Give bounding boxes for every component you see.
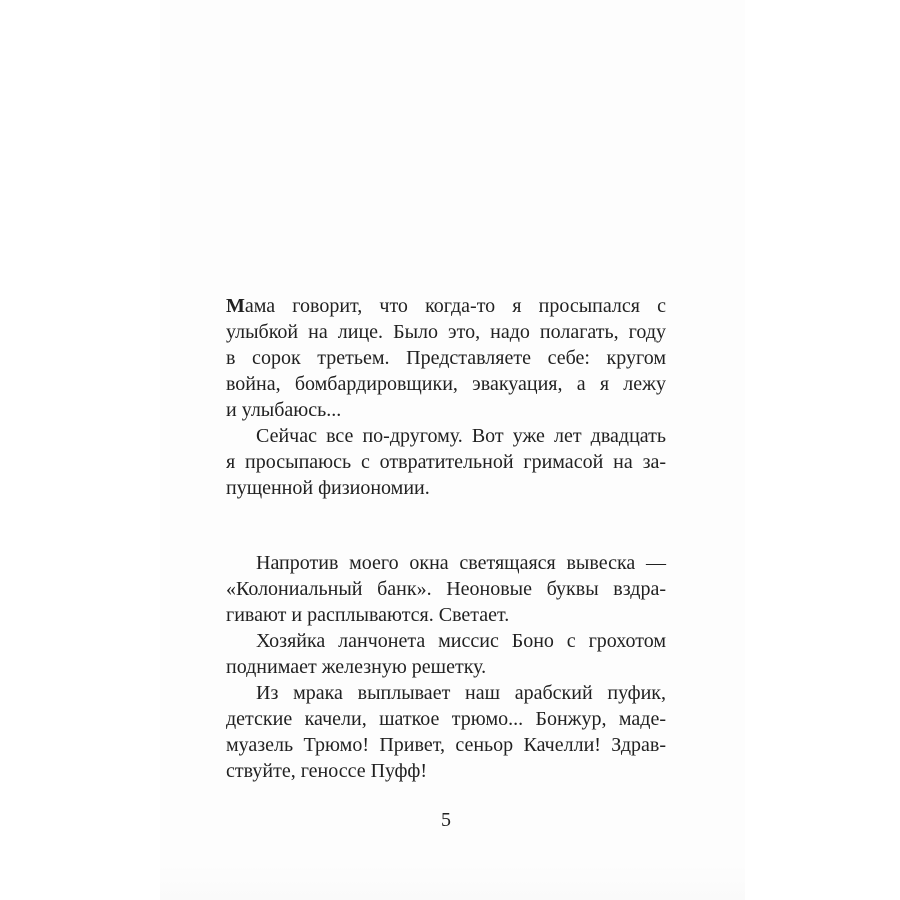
text-column (226, 293, 666, 784)
paragraph (226, 293, 666, 423)
text-line: гивают и расплываются. Светает. (226, 604, 510, 626)
text-line: «Колониальный банк». Неоновые буквы вздра- (226, 578, 666, 600)
page-number: 5 (441, 809, 451, 831)
paragraph (226, 680, 666, 784)
text-line: улыбкой на лице. Было это, надо полагать, году (226, 321, 666, 343)
text-line: поднимает железную решетку. (226, 656, 487, 678)
text-line: война, бомбардировщики, эвакуация, а я лежу (226, 373, 666, 395)
paragraph (226, 628, 666, 680)
paragraph (226, 423, 666, 501)
section-scene (226, 550, 666, 784)
text-line: муазель Трюмо! Привет, сеньор Качелли! Здрав- (226, 734, 666, 756)
text-line-body: ама говорит, что когда-то я просыпался с (244, 295, 666, 317)
text-line: детские качели, шаткое трюмо... Бонжур, маде- (226, 708, 666, 730)
text-line: Сейчас все по-другому. Вот уже лет двадцать (256, 425, 666, 447)
paragraph (226, 550, 666, 628)
text-line: в сорок третьем. Представляете себе: кругом (226, 347, 666, 369)
text-line: я просыпаюсь с отвратительной гримасой на за- (226, 451, 666, 473)
text-line: Напротив моего окна светящаяся вывеска — (256, 552, 666, 574)
text-line: Из мрака выплывает наш арабский пуфик, (256, 682, 666, 704)
text-line: ствуйте, геноссе Пуфф! (226, 760, 427, 782)
text-line: пущенной физиономии. (226, 477, 430, 499)
text-line: и улыбаюсь... (226, 399, 342, 421)
text-line (226, 293, 666, 319)
lead-letter: М (226, 295, 245, 317)
section-opening (226, 293, 666, 501)
text-line: Хозяйка ланчонета миссис Боно с грохотом (256, 630, 666, 652)
